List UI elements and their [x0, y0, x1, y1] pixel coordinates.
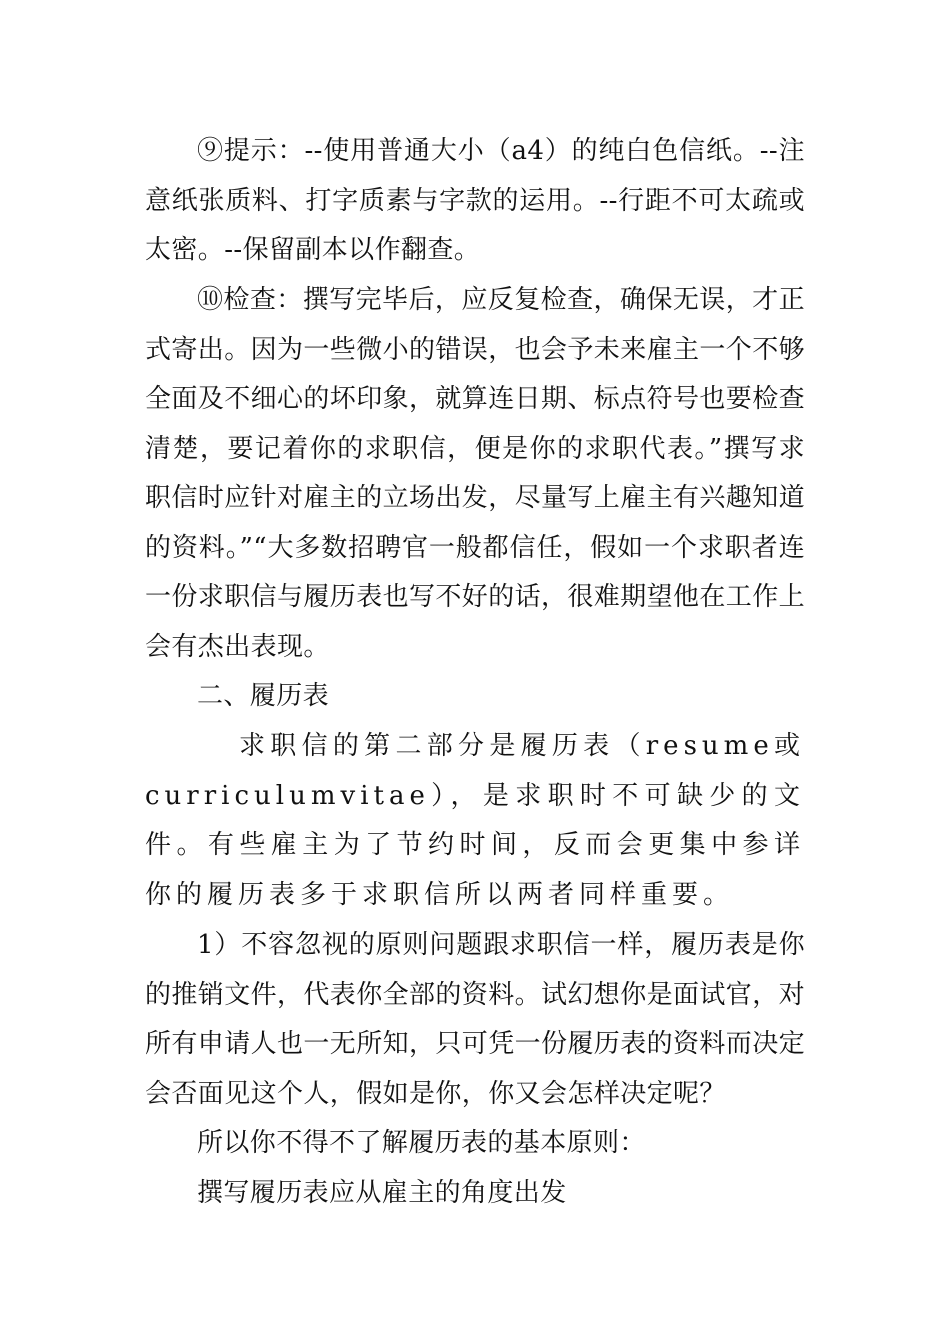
paragraph-tips: ⑨提示：--使用普通大小（a4）的纯白色信纸。--注意纸张质料、打字质素与字款的运用。--行距不可太疏或太密。--保留副本以作翻查。: [145, 136, 805, 265]
paragraph-principles: 1）不容忽视的原则问题跟求职信一样，履历表是你的推销文件，代表你全部的资料。试幻想你是面试官，对所有申请人也一无所知，只可凭一份履历表的资料而决定会否面见这个人，假如是你，你又会怎样决定呢？: [145, 930, 806, 1109]
paragraph-basic-principles: 所以你不得不了解履历表的基本原则：: [197, 1128, 646, 1158]
paragraph-resume-intro: 求职信的第二部分是履历表（resume或curriculumvitae），是求职时不可缺少的文件。有些雇主为了节约时间，反而会更集中参详你的履历表多于求职信所以两者同样重要。: [145, 731, 805, 910]
paragraph-employer-perspective: 撰写履历表应从雇主的角度出发: [197, 1178, 567, 1208]
section-heading-resume: 二、履历表: [197, 681, 330, 711]
paragraph-check: ⑩检查：撰写完毕后，应反复检查，确保无误，才正式寄出。因为一些微小的错误，也会予未来雇主一个不够全面及不细心的坏印象，就算连日期、标点符号也要检查清楚，要记着你的求职信，便是你的求职代表。”撰写求职信时应针对雇主的立场出发，尽量写上雇主有兴趣知道的资料。”“大多数招聘官一般都信任，假如一个求职者连一份求职信与履历表也写不好的话，很难期望他在工作上会有杰出表现。: [145, 285, 806, 662]
